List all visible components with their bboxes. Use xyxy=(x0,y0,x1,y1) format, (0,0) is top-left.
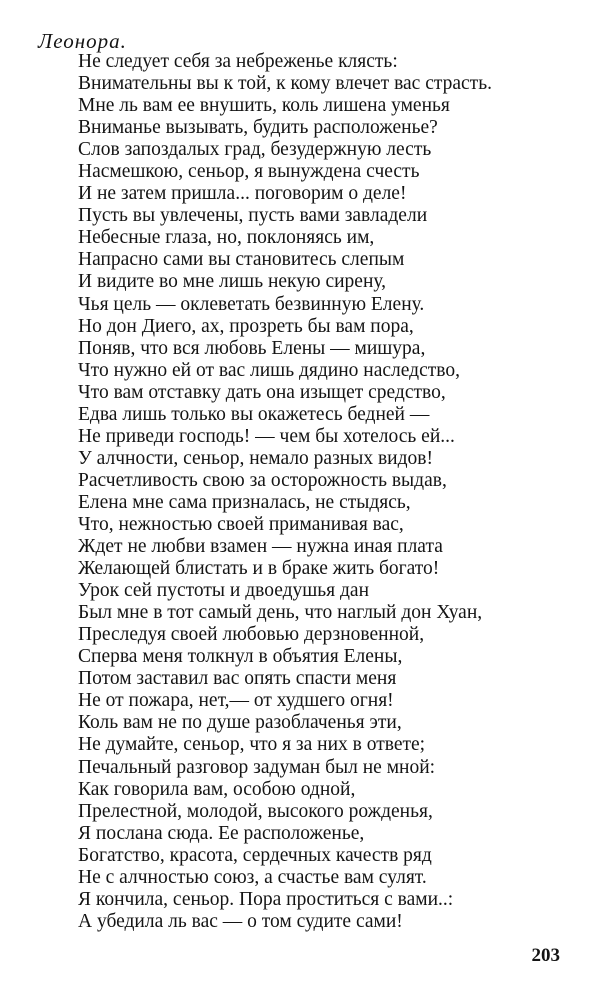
verse-line: Небесные глаза, но, поклоняясь им, xyxy=(78,227,375,249)
verse-line: Вниманье вызывать, будить расположенье? xyxy=(78,117,438,139)
verse-line: Был мне в тот самый день, что наглый дон Хуан, xyxy=(78,602,483,624)
verse-line: Не приведи господь! — чем бы хотелось ей... xyxy=(78,425,455,447)
speaker-name: Леонора. xyxy=(38,29,127,53)
verse-line: Я послана сюда. Ее расположенье, xyxy=(78,822,365,844)
verse-line: Прелестной, молодой, высокого рожденья, xyxy=(78,800,433,822)
verse-line: Как говорила вам, особою одной, xyxy=(78,778,356,800)
verse-line: Не думайте, сеньор, что я за них в ответе; xyxy=(78,734,426,756)
verse-line: Урок сей пустоты и двоедушья дан xyxy=(78,580,370,602)
verse-line: Пусть вы увлечены, пусть вами завладели xyxy=(78,205,428,227)
verse-line: А убедила ль вас — о том судите сами! xyxy=(78,910,403,932)
verse-line: Коль вам не по душе разоблаченья эти, xyxy=(78,712,402,734)
verse-line: Я кончила, сеньор. Пора проститься с вами..: xyxy=(78,888,454,910)
verse-line: Не от пожара, нет,— от худшего огня! xyxy=(78,690,394,712)
verse-line: Напрасно сами вы становитесь слепым xyxy=(78,249,405,271)
verse-line: Богатство, красота, сердечных качеств ряд xyxy=(78,844,432,866)
verse-line: Сперва меня толкнул в объятия Елены, xyxy=(78,646,403,668)
verse-line: Потом заставил вас опять спасти меня xyxy=(78,668,397,690)
verse-line: Желающей блистать и в браке жить богато! xyxy=(78,558,440,580)
verse-line: Внимательны вы к той, к кому влечет вас страсть. xyxy=(78,73,492,95)
verse-line: Едва лишь только вы окажетесь бедней — xyxy=(78,403,430,425)
page-number: 203 xyxy=(531,945,560,966)
verse-line: Поняв, что вся любовь Елены — мишура, xyxy=(78,337,426,359)
verse-line: Не следует себя за небреженье клясть: xyxy=(78,51,398,72)
verse-line: Мне ль вам ее внушить, коль лишена уменья xyxy=(78,95,450,117)
verse-line: Чья цель — оклеветать безвинную Елену. xyxy=(78,293,425,315)
verse-line: Расчетливость свою за осторожность выдав, xyxy=(78,469,447,491)
verse-line: Преследуя своей любовью дерзновенной, xyxy=(78,624,425,646)
verse-line: Но дон Диего, ах, прозреть бы вам пора, xyxy=(78,315,414,337)
verse-block xyxy=(78,51,583,933)
verse-line: И не затем пришла... поговорим о деле! xyxy=(78,183,407,205)
verse-line: Что нужно ей от вас лишь дядино наследство, xyxy=(78,359,460,381)
verse-line: И видите во мне лишь некую сирену, xyxy=(78,271,387,293)
verse-line: Что вам отставку дать она изыщет средство, xyxy=(78,381,446,403)
verse-line: Не с алчностью союз, а счастье вам сулят. xyxy=(78,866,427,888)
verse-line: Слов запоздалых град, безудержную лесть xyxy=(78,139,432,161)
verse-line: Что, нежностью своей приманивая вас, xyxy=(78,513,404,535)
verse-line: Ждет не любви взамен — нужна иная плата xyxy=(78,536,443,558)
verse-line: Елена мне сама призналась, не стыдясь, xyxy=(78,491,411,513)
verse-line: У алчности, сеньор, немало разных видов! xyxy=(78,447,433,469)
verse-line: Печальный разговор задуман был не мной: xyxy=(78,756,436,778)
verse-line: Насмешкою, сеньор, я вынуждена счесть xyxy=(78,161,420,183)
